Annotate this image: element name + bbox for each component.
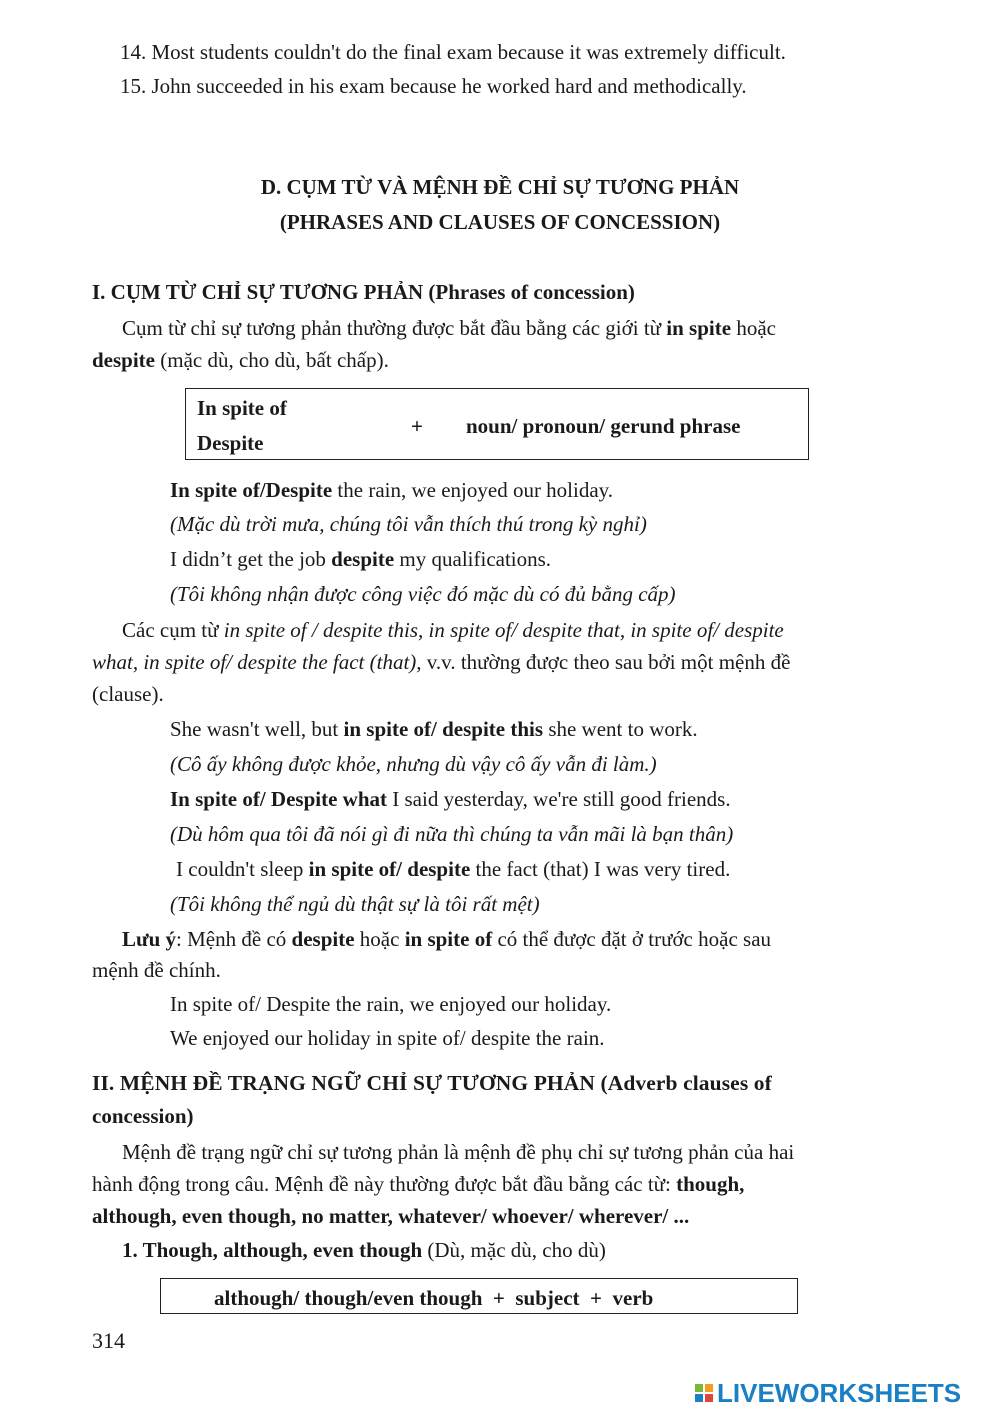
- note-a: : Mệnh đề có: [176, 927, 287, 951]
- part2-heading-line1: II. MỆNH ĐỀ TRẠNG NGỮ CHỈ SỰ TƯƠNG PHẢN (Adverb clauses of: [92, 1071, 772, 1095]
- note-label: Lưu ý: [122, 927, 177, 951]
- example-2-b: my qualifications.: [399, 547, 552, 571]
- example-2-translation: (Tôi không nhận được công việc đó mặc dù có đủ bằng cấp): [170, 582, 676, 606]
- part2-para-bold: though,: [676, 1172, 745, 1196]
- para2-line3: (clause).: [92, 682, 164, 706]
- logo-mark-icon: [695, 1384, 713, 1402]
- example-5-translation: (Tôi không thể ngủ dù thật sự là tôi rất mệt): [170, 892, 540, 916]
- para2-italic-2: what, in spite of/ despite the fact (that),: [92, 650, 422, 674]
- part2-para-line2: [92, 1172, 744, 1197]
- para2-text: Các cụm từ: [122, 618, 219, 642]
- intro-end: hoặc: [736, 316, 776, 340]
- example-3-translation: (Cô ấy không được khỏe, nhưng dù vậy cô ấy vẫn đi làm.): [170, 752, 657, 776]
- formula-right: noun/ pronoun/ gerund phrase: [466, 414, 741, 438]
- example-4-bold: In spite of/ Despite what: [170, 787, 388, 811]
- example-2: [170, 547, 551, 572]
- intro-text: Cụm từ chỉ sự tương phản thường được bắt đầu bằng các giới từ: [122, 316, 662, 340]
- intro-bold: in spite: [666, 316, 732, 340]
- example-3: [170, 717, 698, 742]
- page-number: 314: [92, 1328, 125, 1353]
- list-item-14: 14. Most students couldn't do the final exam because it was extremely difficult.: [120, 40, 786, 64]
- subheading-1-bold: 1. Though, although, even though: [122, 1238, 423, 1262]
- note-line2: mệnh đề chính.: [92, 958, 221, 982]
- example-5-a: I couldn't sleep: [176, 857, 304, 881]
- part1-heading: I. CỤM TỪ CHỈ SỰ TƯƠNG PHẢN (Phrases of concession): [92, 280, 635, 304]
- para2-line2: [92, 650, 790, 675]
- example-4-rest: I said yesterday, we're still good friends.: [392, 787, 731, 811]
- example-1-translation: (Mặc dù trời mưa, chúng tôi vẫn thích thú trong kỳ nghỉ): [170, 512, 647, 536]
- subheading-1-rest: (Dù, mặc dù, cho dù): [427, 1238, 606, 1262]
- example-5: [176, 857, 730, 882]
- formula-2: although/ though/even though + subject + verb: [214, 1286, 654, 1310]
- example-1-bold: In spite of/Despite: [170, 478, 333, 502]
- example-5-b: the fact (that) I was very tired.: [475, 857, 731, 881]
- formula-left-2: Despite: [197, 431, 264, 455]
- note-bold-despite: despite: [291, 927, 355, 951]
- subheading-1: [122, 1238, 606, 1263]
- part1-intro-line2: [92, 348, 389, 373]
- liveworksheets-logo: [695, 1378, 995, 1408]
- example-1: [170, 478, 613, 503]
- para2-text-2: v.v. thường được theo sau bởi một mệnh đề: [426, 650, 791, 674]
- note-c: hoặc: [359, 927, 400, 951]
- note-d: có thể được đặt ở trước hoặc sau: [497, 927, 772, 951]
- formula-plus: +: [411, 414, 423, 438]
- example-3-bold: in spite of/ despite this: [343, 717, 544, 741]
- example-7: We enjoyed our holiday in spite of/ despite the rain.: [170, 1026, 605, 1050]
- logo-text: LIVEWORKSHEETS: [717, 1377, 962, 1408]
- para2-line1: [122, 618, 784, 643]
- part2-para-line3: although, even though, no matter, whatever/ whoever/ wherever/ ...: [92, 1204, 690, 1228]
- example-6: In spite of/ Despite the rain, we enjoyed our holiday.: [170, 992, 612, 1016]
- intro-text-2: (mặc dù, cho dù, bất chấp).: [160, 348, 389, 372]
- section-title-vi: D. CỤM TỪ VÀ MỆNH ĐỀ CHỈ SỰ TƯƠNG PHẢN: [260, 175, 740, 199]
- example-4: [170, 787, 731, 812]
- example-1-rest: the rain, we enjoyed our holiday.: [337, 478, 614, 502]
- part2-para-text: hành động trong câu. Mệnh đề này thường được bắt đầu bằng các từ:: [92, 1172, 671, 1196]
- part2-heading-line2: concession): [92, 1104, 194, 1128]
- section-title-en: (PHRASES AND CLAUSES OF CONCESSION): [279, 210, 721, 234]
- part2-para-line1: Mệnh đề trạng ngữ chỉ sự tương phản là mệnh đề phụ chỉ sự tương phản của hai: [122, 1140, 795, 1164]
- part1-intro-line1: [122, 316, 776, 341]
- example-3-b: she went to work.: [548, 717, 698, 741]
- formula-left-1: In spite of: [197, 396, 287, 420]
- example-3-a: She wasn't well, but: [170, 717, 339, 741]
- example-5-bold: in spite of/ despite: [308, 857, 471, 881]
- example-2-a: I didn’t get the job: [170, 547, 326, 571]
- example-2-bold: despite: [331, 547, 395, 571]
- para2-italic-1: in spite of / despite this, in spite of/ despite that, in spite of/ despite: [223, 618, 784, 642]
- example-4-translation: (Dù hôm qua tôi đã nói gì đi nữa thì chúng ta vẫn mãi là bạn thân): [170, 822, 734, 846]
- note-bold-in-spite-of: in spite of: [404, 927, 493, 951]
- note-line1: [122, 927, 771, 952]
- intro-bold-despite: despite: [92, 348, 155, 372]
- list-item-15: 15. John succeeded in his exam because he worked hard and methodically.: [120, 74, 747, 98]
